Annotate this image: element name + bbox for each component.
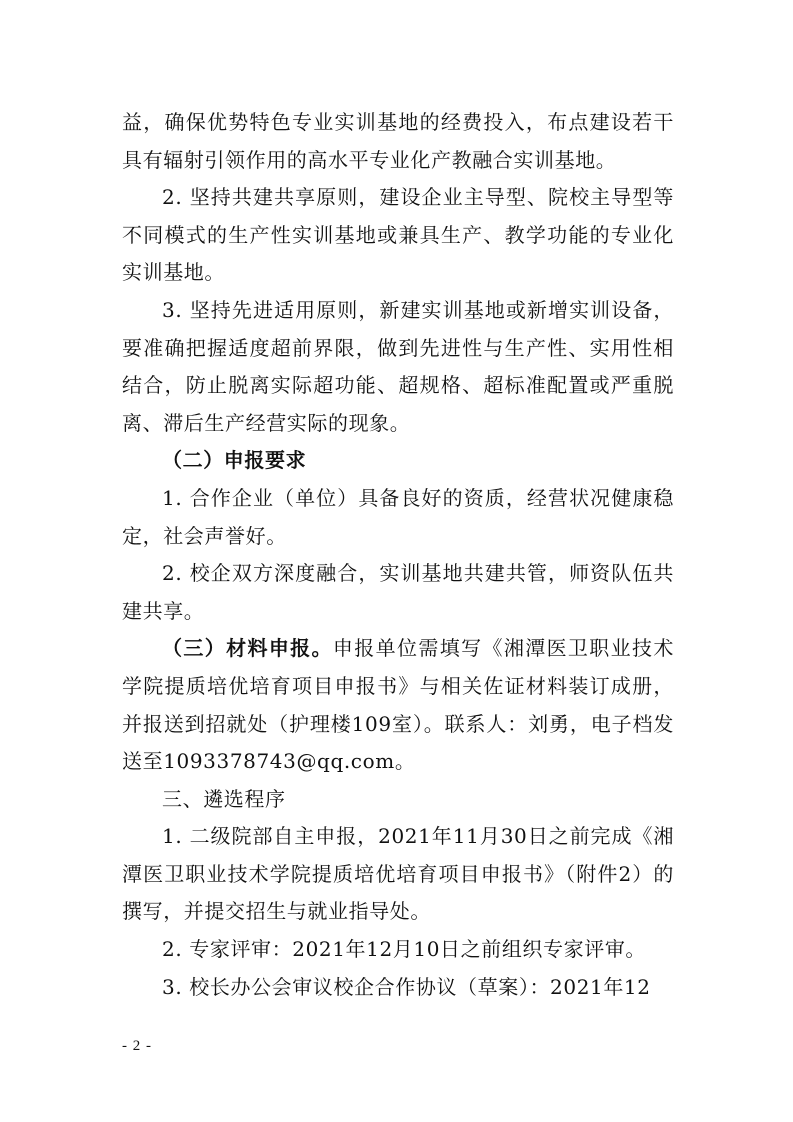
paragraph-procedure-1: 1. 二级院部自主申报，2021年11月30日之前完成《湘潭医卫职业技术学院提质培优培育项目申报书》（附件2）的撰写，并提交招生与就业指导处。 [122,824,674,924]
document-body [122,104,674,1006]
paragraph-principle-2: 2. 坚持共建共享原则，建设企业主导型、院校主导型等不同模式的生产性实训基地或兼具生产、教学功能的专业化实训基地。 [122,185,674,285]
paragraph-material-submission [122,630,674,780]
paragraph-requirement-1: 1. 合作企业（单位）具备良好的资质，经营状况健康稳定，社会声誉好。 [122,485,674,548]
paragraph-procedure-3: 3. 校长办公会审议校企合作协议（草案）：2021年12 [162,974,651,999]
paragraph-continuation: 益，确保优势特色专业实训基地的经费投入，布点建设若干具有辐射引领作用的高水平专业化产教融合实训基地。 [122,110,674,172]
section-heading-application-requirements: （二）申报要求 [162,448,307,473]
material-submission-text: 申报单位需填写《湘潭医卫职业技术学院提质培优培育项目申报书》与相关佐证材料装订成册，并报送到招就处（护理楼109室）。联系人：刘勇，电子档发送至1093378743@qq.com。 [122,636,674,774]
page-number: - 2 - [122,1038,152,1054]
material-submission-heading: （三）材料申报。 [162,636,333,661]
paragraph-procedure-2: 2. 专家评审：2021年12月10日之前组织专家评审。 [162,937,647,962]
section-heading-selection-procedure: 三、遴选程序 [162,786,286,811]
paragraph-requirement-2: 2. 校企双方深度融合，实训基地共建共管，师资队伍共建共享。 [122,561,674,623]
paragraph-principle-3: 3. 坚持先进适用原则，新建实训基地或新增实训设备，要准确把握适度超前界限，做到先进性与生产性、实用性相结合，防止脱离实际超功能、超规格、超标准配置或严重脱离、滞后生产经营实际的现象。 [122,297,674,435]
